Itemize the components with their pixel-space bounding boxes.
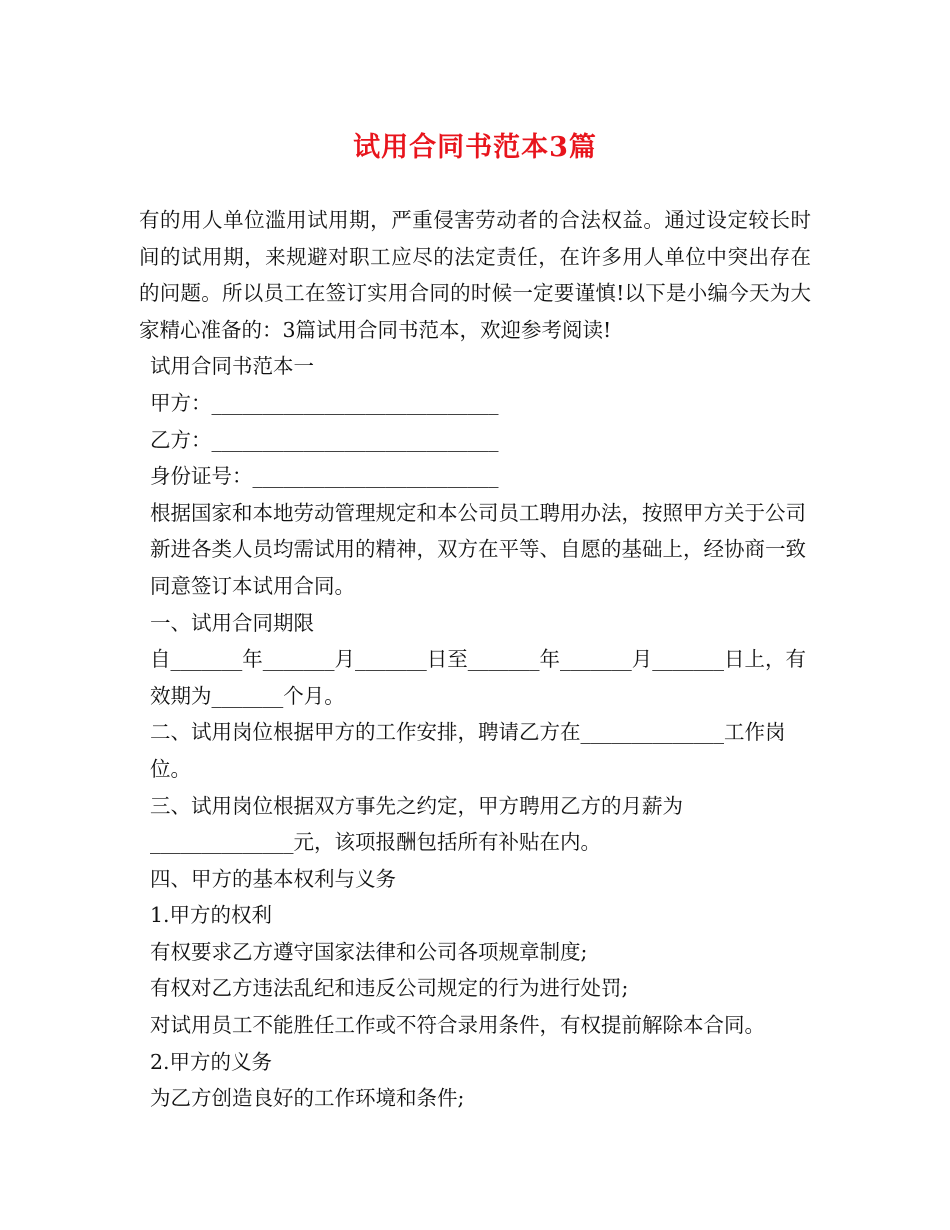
right-item-1: 有权要求乙方遵守国家法律和公司各项规章制度;	[150, 939, 588, 964]
preamble-paragraph: 根据国家和本地劳动管理规定和本公司员工聘用办法，按照甲方关于公司新进各类人员均需试用的精神，双方在平等、自愿的基础上，经协商一致同意签订本试用合同。	[150, 500, 806, 598]
right-item-3: 对试用员工不能胜任工作或不符合录用条件，有权提前解除本合同。	[150, 1013, 765, 1038]
document-title: 试用合同书范本3篇	[353, 132, 597, 163]
clause-heading-term: 一、试用合同期限	[150, 610, 314, 635]
intro-paragraph: 有的用人单位滥用试用期，严重侵害劳动者的合法权益。通过设定较长时间的试用期，来规避对职工应尽的法定责任，在许多用人单位中突出存在的问题。所以员工在签订实用合同的时候一定要谨慎!以下是小编今天为大家精心准备的：3篇试用合同书范本，欢迎参考阅读!	[139, 208, 811, 342]
clause-term-dates: 自_______年_______月_______日至_______年_______月_______日上，有效期为_______个月。	[150, 647, 806, 708]
clause-position: 二、试用岗位根据甲方的工作安排，聘请乙方在______________工作岗位。	[150, 720, 786, 781]
document-body	[139, 202, 811, 1117]
id-number-line: 身份证号：________________________	[150, 464, 499, 489]
party-b-line: 乙方：____________________________	[150, 427, 499, 452]
section-heading-template-one: 试用合同书范本一	[150, 354, 314, 379]
subheading-party-a-duties: 2.甲方的义务	[150, 1049, 273, 1074]
party-a-line: 甲方：____________________________	[150, 390, 499, 415]
clause-salary: 三、试用岗位根据双方事先之约定，甲方聘用乙方的月薪为______________元，该项报酬包括所有补贴在内。	[150, 793, 683, 855]
subheading-party-a-rights: 1.甲方的权利	[150, 903, 273, 928]
clause-heading-rights: 四、甲方的基本权利与义务	[150, 866, 396, 891]
duty-item-1: 为乙方创造良好的工作环境和条件;	[150, 1086, 465, 1111]
right-item-2: 有权对乙方违法乱纪和违反公司规定的行为进行处罚;	[150, 976, 629, 1001]
